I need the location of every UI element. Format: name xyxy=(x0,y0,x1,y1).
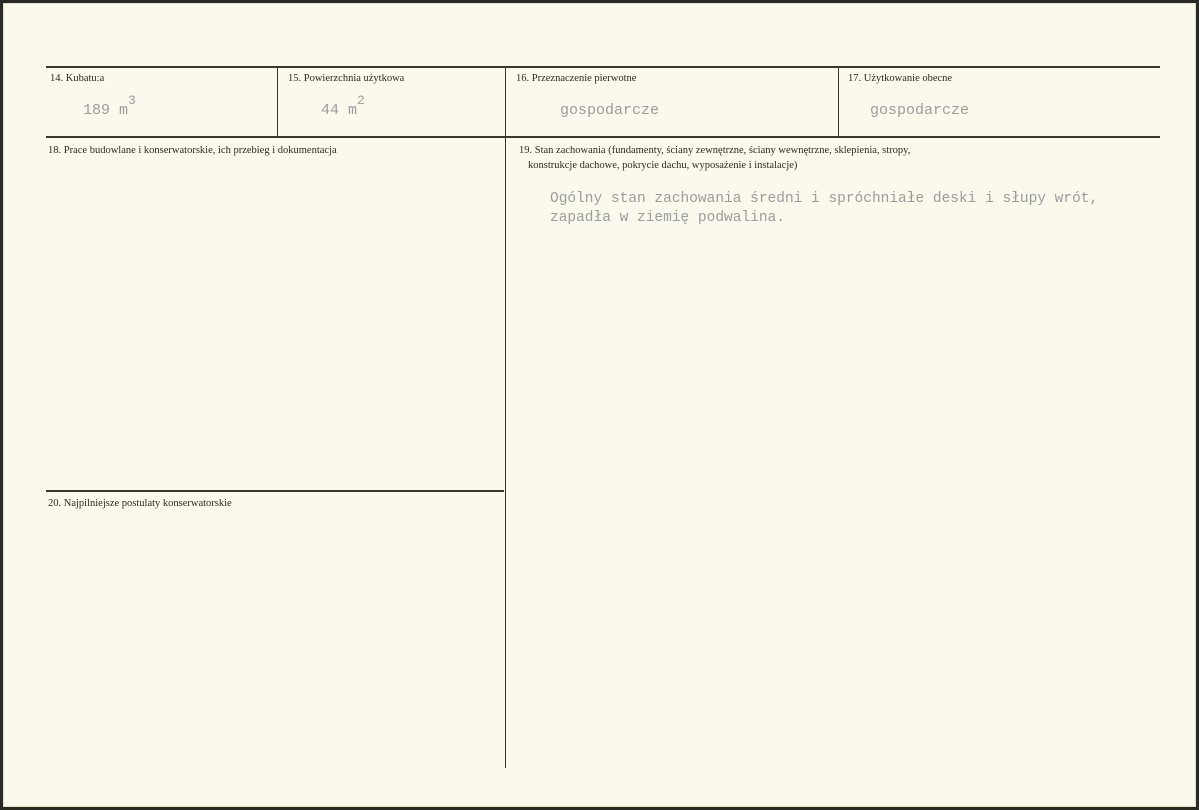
stan-label-line2: konstrukcje dachowe, pokrycie dachu, wyposażenie i instalacje) xyxy=(528,160,798,171)
column-divider-3 xyxy=(838,66,839,138)
row-divider xyxy=(46,136,1160,138)
uzytkowanie-value: gospodarcze xyxy=(870,102,970,119)
powierzchnia-value xyxy=(321,93,365,119)
powierzchnia-label: 15. Powierzchnia użytkowa xyxy=(288,73,405,84)
record-card xyxy=(3,3,1196,807)
stan-label-line1: 19. Stan zachowania (fundamenty, ściany zewnętrzne, ściany wewnętrzne, sklepienia, stropy, xyxy=(519,145,911,156)
przeznaczenie-label: 16. Przeznaczenie pierwotne xyxy=(516,73,637,84)
top-rule xyxy=(46,66,1160,68)
column-divider-2 xyxy=(505,66,506,768)
prace-label: 18. Prace budowlane i konserwatorskie, ich przebieg i dokumentacja xyxy=(48,145,337,156)
kubatura-label: 14. Kubatu:a xyxy=(50,73,105,84)
kubatura-number: 189 m xyxy=(83,102,129,119)
kubatura-value xyxy=(83,93,136,119)
postulaty-label: 20. Najpilniejsze postulaty konserwatorskie xyxy=(48,498,232,509)
przeznaczenie-value: gospodarcze xyxy=(560,102,660,119)
powierzchnia-number: 44 m xyxy=(321,102,358,119)
powierzchnia-unit-exponent: 2 xyxy=(357,93,365,108)
stan-value-line1: Ogólny stan zachowania średni i spróchniałe deski i słupy wrót, xyxy=(550,191,1099,207)
stan-value-line2: zapadła w ziemię podwalina. xyxy=(550,210,785,226)
uzytkowanie-label: 17. Użytkowanie obecne xyxy=(848,73,953,84)
section-divider xyxy=(46,490,504,492)
kubatura-unit-exponent: 3 xyxy=(128,93,136,108)
column-divider-1 xyxy=(277,66,278,138)
